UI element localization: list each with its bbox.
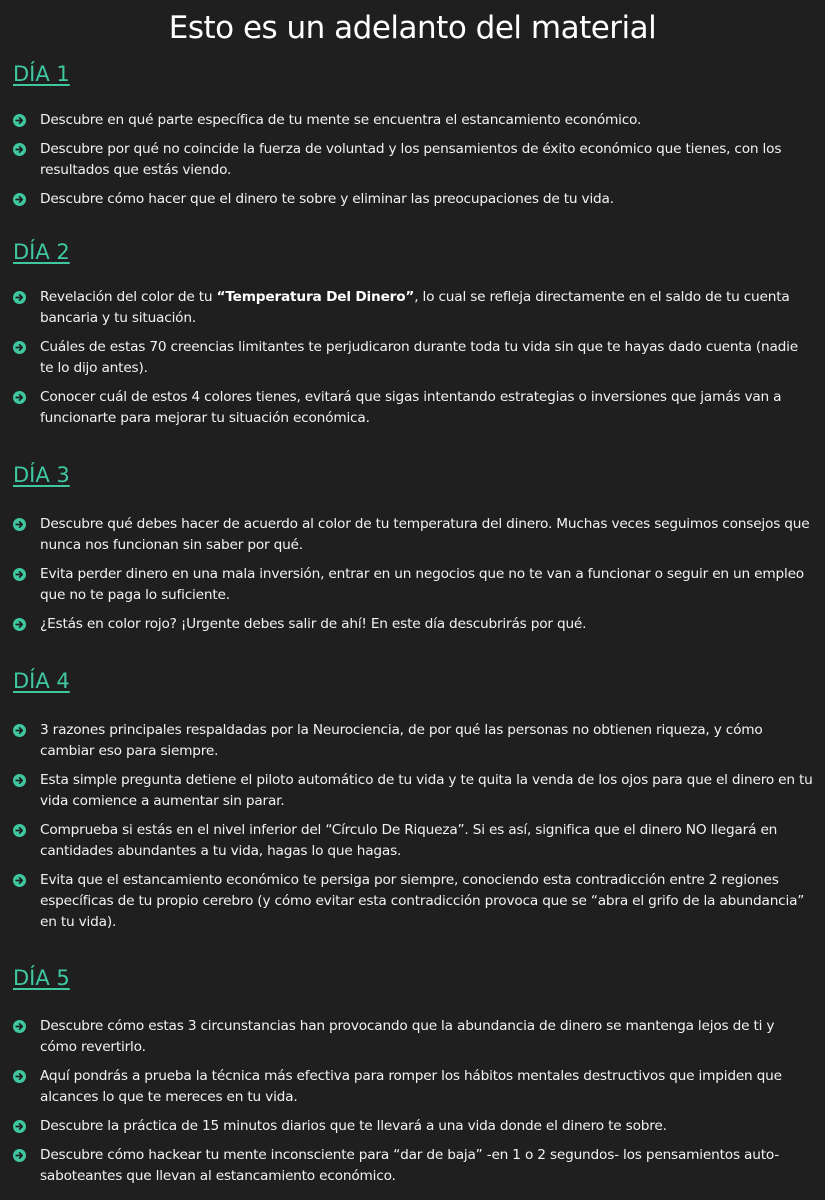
arrow-right-circle-icon bbox=[13, 1020, 26, 1033]
arrow-right-circle-icon bbox=[13, 874, 26, 887]
arrow-right-circle-icon bbox=[13, 391, 26, 404]
list-item-text: Evita que el estancamiento económico te persiga por siempre, conociendo esta contradicción entre 2 regiones específicas de tu propio cerebro (y cómo evitar esta contradicción provoca que se “abra el grifo de la abundancia” en tu vida). bbox=[40, 872, 805, 930]
list-item-text: Evita perder dinero en una mala inversión, entrar en un negocios que no te van a funcionar o seguir en un empleo que no te paga lo suficiente. bbox=[40, 566, 804, 603]
arrow-right-circle-icon bbox=[13, 114, 26, 127]
list-item bbox=[13, 1145, 815, 1187]
list-item bbox=[13, 514, 815, 556]
arrow-right-circle-icon bbox=[13, 824, 26, 837]
list-item-text: 3 razones principales respaldadas por la Neurociencia, de por qué las personas no obtienen riqueza, y cómo cambiar eso para siempre. bbox=[40, 722, 763, 759]
list-item bbox=[13, 337, 815, 379]
list-item-text: Esta simple pregunta detiene el piloto automático de tu vida y te quita la venda de los ojos para que el dinero en tu vida comience a aumentar sin parar. bbox=[40, 772, 813, 809]
arrow-right-circle-icon bbox=[13, 193, 26, 206]
list-item-text: Aquí pondrás a prueba la técnica más efectiva para romper los hábitos mentales destructivos que impiden que alcances lo que te mereces en tu vida. bbox=[40, 1068, 782, 1105]
arrow-right-circle-icon bbox=[13, 1149, 26, 1162]
list-item bbox=[13, 720, 815, 762]
list-item-text: Descubre la práctica de 15 minutos diarios que te llevará a una vida donde el dinero te sobre. bbox=[40, 1118, 667, 1134]
list-item bbox=[13, 1066, 815, 1108]
day-5-heading: DÍA 5 bbox=[13, 966, 70, 990]
list-item bbox=[13, 870, 815, 933]
list-item-text: Descubre en qué parte específica de tu mente se encuentra el estancamiento económico. bbox=[40, 112, 642, 128]
day-4-list bbox=[13, 720, 815, 941]
list-item-text-post: , lo cual se refleja directamente en el saldo de tu cuenta bancaria y tu situación. bbox=[40, 289, 790, 326]
day-4-heading: DÍA 4 bbox=[13, 669, 70, 693]
list-item bbox=[13, 387, 815, 429]
day-2-heading: DÍA 2 bbox=[13, 240, 70, 264]
arrow-right-circle-icon bbox=[13, 143, 26, 156]
list-item bbox=[13, 110, 815, 131]
list-item bbox=[13, 287, 815, 329]
list-item bbox=[13, 564, 815, 606]
arrow-right-circle-icon bbox=[13, 341, 26, 354]
list-item-text: Descubre por qué no coincide la fuerza de voluntad y los pensamientos de éxito económico que tienes, con los resultados que estás viendo. bbox=[40, 141, 782, 178]
arrow-right-circle-icon bbox=[13, 724, 26, 737]
arrow-right-circle-icon bbox=[13, 518, 26, 531]
list-item bbox=[13, 614, 815, 635]
day-1-list bbox=[13, 110, 815, 218]
list-item-text: Descubre cómo hacer que el dinero te sobre y eliminar las preocupaciones de tu vida. bbox=[40, 191, 614, 207]
list-item-text: Descubre cómo estas 3 circunstancias han provocando que la abundancia de dinero se mantenga lejos de ti y cómo revertirlo. bbox=[40, 1018, 775, 1055]
list-item-text: Cuáles de estas 70 creencias limitantes te perjudicaron durante toda tu vida sin que te hayas dado cuenta (nadie te lo dijo antes). bbox=[40, 339, 798, 376]
arrow-right-circle-icon bbox=[13, 774, 26, 787]
list-item-text: Descubre qué debes hacer de acuerdo al color de tu temperatura del dinero. Muchas veces seguimos consejos que nunca nos funcionan sin saber por qué. bbox=[40, 516, 810, 553]
list-item-text: Descubre cómo hackear tu mente inconsciente para “dar de baja” -en 1 o 2 segundos- los pensamientos auto-saboteantes que llevan al estancamiento económico. bbox=[40, 1147, 780, 1184]
list-item bbox=[13, 1016, 815, 1058]
list-item bbox=[13, 139, 815, 181]
arrow-right-circle-icon bbox=[13, 291, 26, 304]
list-item-text: Conocer cuál de estos 4 colores tienes, evitará que sigas intentando estrategias o inversiones que jamás van a funcionarte para mejorar tu situación económica. bbox=[40, 389, 782, 426]
list-item-text: Comprueba si estás en el nivel inferior del “Círculo De Riqueza”. Si es así, significa que el dinero NO llegará en cantidades abundantes a tu vida, hagas lo que hagas. bbox=[40, 822, 778, 859]
temperatura-dinero-highlight: “Temperatura Del Dinero” bbox=[216, 289, 415, 305]
day-2-list bbox=[13, 287, 815, 437]
list-item-text-pre: Revelación del color de tu bbox=[40, 289, 217, 305]
arrow-right-circle-icon bbox=[13, 1070, 26, 1083]
page-title: Esto es un adelanto del material bbox=[168, 10, 657, 46]
list-item bbox=[13, 189, 815, 210]
day-3-heading: DÍA 3 bbox=[13, 463, 70, 487]
list-item-text: ¿Estás en color rojo? ¡Urgente debes salir de ahí! En este día descubrirás por qué. bbox=[40, 616, 587, 632]
arrow-right-circle-icon bbox=[13, 618, 26, 631]
arrow-right-circle-icon bbox=[13, 568, 26, 581]
arrow-right-circle-icon bbox=[13, 1120, 26, 1133]
day-3-list bbox=[13, 514, 815, 643]
list-item bbox=[13, 1116, 815, 1137]
day-1-heading: DÍA 1 bbox=[13, 62, 70, 86]
list-item bbox=[13, 770, 815, 812]
list-item bbox=[13, 820, 815, 862]
day-5-list bbox=[13, 1016, 815, 1195]
